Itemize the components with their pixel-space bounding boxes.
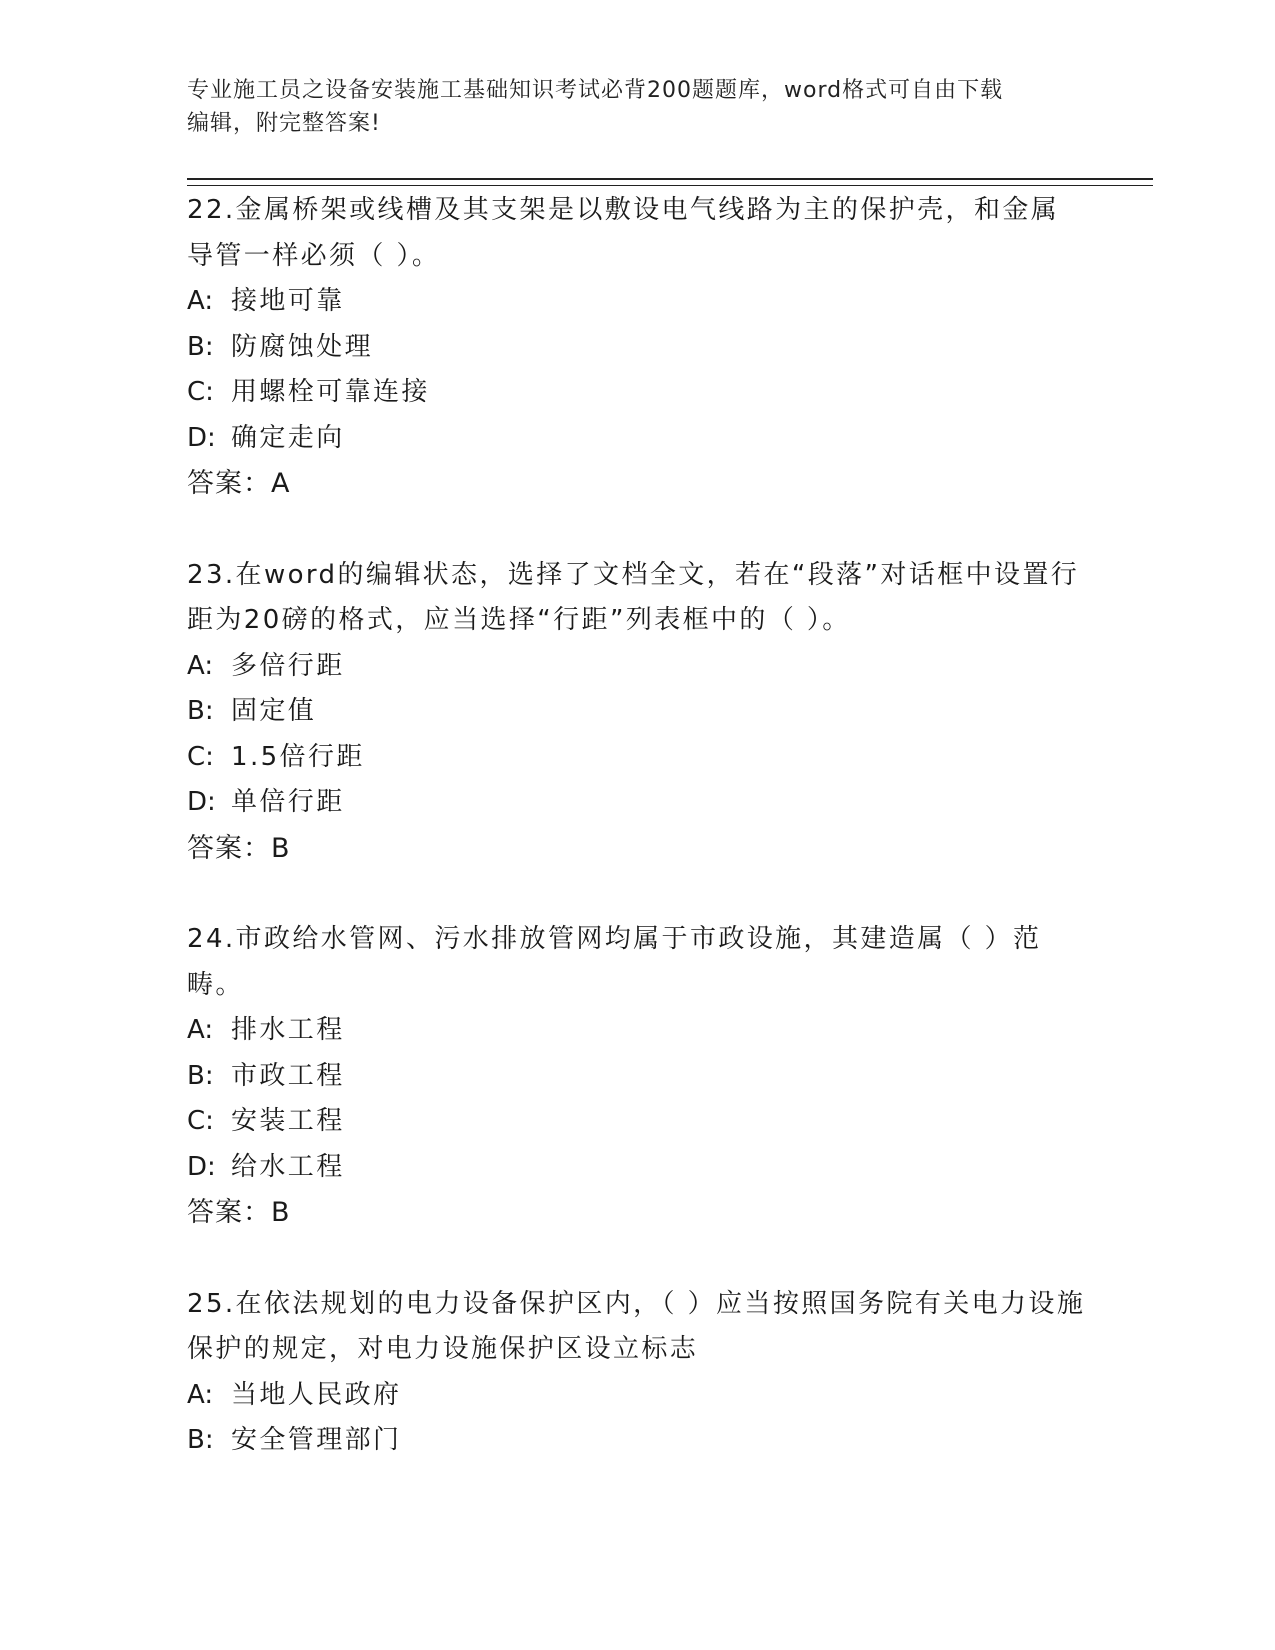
option-key: D: bbox=[187, 1151, 216, 1182]
option-b bbox=[187, 1054, 1087, 1100]
option-text: 固定值 bbox=[231, 696, 317, 726]
header-line-2: 编辑，附完整答案! bbox=[187, 111, 381, 136]
option-text: 防腐蚀处理 bbox=[231, 331, 374, 362]
option-b bbox=[187, 689, 1087, 735]
option-a bbox=[187, 1373, 1087, 1419]
answer-line: 答案：B bbox=[187, 1197, 291, 1228]
question-22 bbox=[187, 188, 1087, 507]
option-key: D: bbox=[187, 787, 216, 817]
option-b bbox=[187, 325, 1087, 371]
option-a bbox=[187, 279, 1087, 325]
option-text: 用螺栓可靠连接 bbox=[231, 377, 430, 407]
question-stem: 25.在依法规划的电力设备保护区内，（ ）应当按照国务院有关电力设施保护的规定，对电力设施保护区设立标志 bbox=[187, 1288, 1086, 1364]
document-header bbox=[187, 74, 1067, 140]
question-list bbox=[187, 188, 1087, 1510]
option-d bbox=[187, 780, 1087, 826]
option-key: A: bbox=[187, 1379, 214, 1410]
question-23 bbox=[187, 553, 1087, 872]
question-stem: 24.市政给水管网、污水排放管网均属于市政设施，其建造属（ ）范畴。 bbox=[187, 924, 1042, 1000]
header-line-1: 专业施工员之设备安装施工基础知识考试必背200题题库，word格式可自由下载 bbox=[187, 78, 1004, 103]
option-key: C: bbox=[187, 741, 214, 772]
question-stem: 23.在word的编辑状态，选择了文档全文，若在“段落”对话框中设置行距为20磅的格式，应当选择“行距”列表框中的（ ）。 bbox=[187, 559, 1080, 635]
option-a bbox=[187, 1008, 1087, 1054]
option-text: 多倍行距 bbox=[231, 650, 345, 681]
option-key: C: bbox=[187, 1106, 214, 1136]
answer-line: 答案：B bbox=[187, 832, 291, 864]
option-text: 确定走向 bbox=[231, 422, 345, 453]
option-text: 安全管理部门 bbox=[231, 1425, 402, 1455]
option-key: C: bbox=[187, 377, 214, 407]
option-key: B: bbox=[187, 1425, 214, 1455]
option-key: A: bbox=[187, 286, 214, 316]
option-c bbox=[187, 370, 1087, 416]
option-text: 接地可靠 bbox=[231, 286, 345, 316]
question-stem: 22.金属桥架或线槽及其支架是以敷设电气线路为主的保护壳，和金属导管一样必须（ ）。 bbox=[187, 195, 1060, 271]
option-text: 排水工程 bbox=[231, 1015, 345, 1045]
question-25 bbox=[187, 1282, 1087, 1464]
option-key: B: bbox=[187, 331, 214, 362]
option-d bbox=[187, 416, 1087, 462]
answer-line: 答案：A bbox=[187, 468, 291, 499]
option-text: 市政工程 bbox=[231, 1060, 345, 1091]
option-text: 安装工程 bbox=[231, 1106, 345, 1136]
option-key: B: bbox=[187, 696, 214, 726]
option-key: A: bbox=[187, 1015, 214, 1045]
option-text: 当地人民政府 bbox=[231, 1379, 402, 1410]
option-key: B: bbox=[187, 1060, 214, 1091]
option-key: A: bbox=[187, 650, 214, 681]
option-c bbox=[187, 1099, 1087, 1145]
option-a bbox=[187, 644, 1087, 690]
option-text: 单倍行距 bbox=[231, 787, 345, 817]
option-text: 给水工程 bbox=[231, 1151, 345, 1182]
header-divider bbox=[187, 178, 1153, 186]
question-24 bbox=[187, 917, 1087, 1236]
option-text: 1.5倍行距 bbox=[231, 741, 365, 772]
option-c bbox=[187, 735, 1087, 781]
option-key: D: bbox=[187, 422, 216, 453]
option-b bbox=[187, 1418, 1087, 1464]
option-d bbox=[187, 1145, 1087, 1191]
